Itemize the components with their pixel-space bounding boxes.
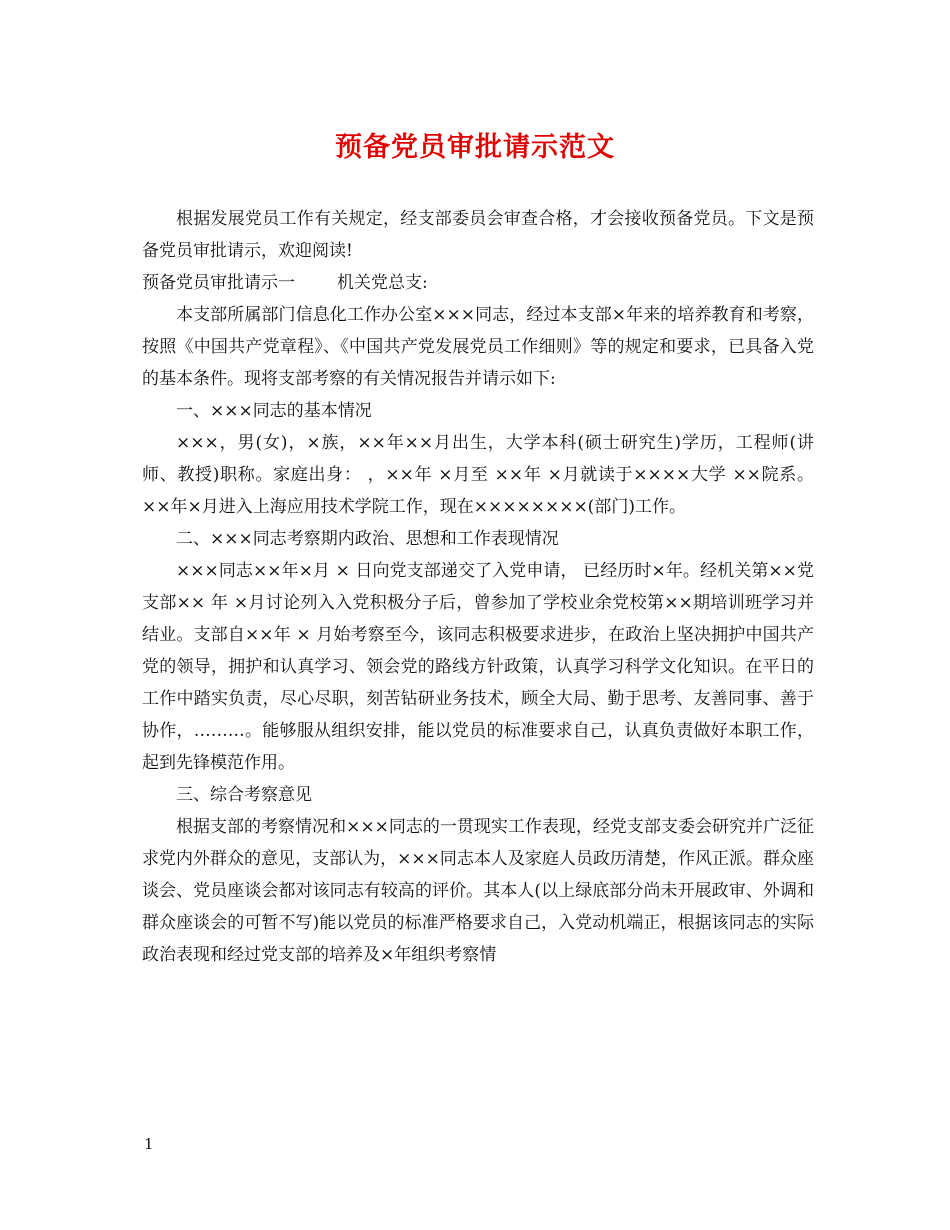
section-title-basic-info: 一、×××同志的基本情况	[176, 401, 372, 421]
section-title-opinion: 三、综合考察意见	[176, 785, 312, 805]
page-number: 1	[144, 1135, 154, 1153]
body-paragraph: 本支部所属部门信息化工作办公室×××同志，经过本支部×年来的培养教育和考察，按照《中国共产党章程》、《中国共产党发展党员工作细则》等的规定和要求，已具备入党的基本条件。现将支部考察的有关情况报告并请示如下:	[142, 305, 814, 389]
recipient-heading: 机关党总支:	[337, 273, 428, 293]
document-title: 预备党员审批请示范文	[335, 132, 615, 163]
body-paragraph: ×××，男(女)，×族，××年××月出生，大学本科(硕士研究生)学历，工程师(讲师、教授)职称。家庭出身： ，××年 ×月至 ××年 ×月就读于××××大学 ××院系。××年×月进入上海应用技术学院工作，现在××××××××(部门)工作。	[142, 433, 814, 517]
section-heading: 预备党员审批请示一	[142, 273, 295, 293]
body-paragraph: 根据支部的考察情况和×××同志的一贯现实工作表现，经党支部支委会研究并广泛征求党内外群众的意见，支部认为，×××同志本人及家庭人员政历清楚，作风正派。群众座谈会、党员座谈会都对该同志有较高的评价。其本人(以上绿底部分尚未开展政审、外调和群众座谈会的可暂不写)能以党员的标准严格要求自己，入党动机端正，根据该同志的实际政治表现和经过党支部的培养及×年组织考察情	[142, 817, 814, 965]
document-body	[142, 203, 814, 971]
section-title-performance: 二、×××同志考察期内政治、思想和工作表现情况	[176, 529, 559, 549]
body-paragraph: ×××同志××年×月 × 日向党支部递交了入党申请， 已经历时×年。经机关第××党支部×× 年 ×月讨论列入入党积极分子后，曾参加了学校业余党校第××期培训班学习并结业。支部自××年 × 月始考察至今，该同志积极要求进步，在政治上坚决拥护中国共产党的领导，拥护和认真学习、领会党的路线方针政策，认真学习科学文化知识。在平日的工作中踏实负责，尽心尽职，刻苦钻研业务技术，顾全大局、勤于思考、友善同事、善于协作，………。能够服从组织安排，能以党员的标准要求自己，认真负责做好本职工作，起到先锋模范作用。	[142, 561, 814, 773]
section-heading-row	[142, 267, 814, 299]
intro-paragraph: 根据发展党员工作有关规定，经支部委员会审查合格，才会接收预备党员。下文是预备党员审批请示，欢迎阅读!	[142, 209, 814, 261]
